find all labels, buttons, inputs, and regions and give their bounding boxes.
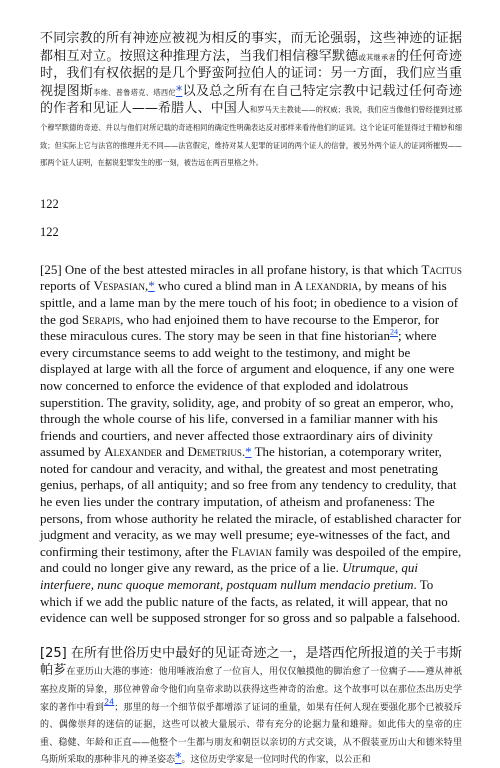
name-tacitus: Tacitus: [421, 261, 462, 277]
latin-quote: Utrumque, qui interfuere, nunc quoque memorant, postquam nullum mendacio pretium: [40, 560, 418, 593]
page-number: 122: [40, 196, 59, 211]
text-run: 的任何奇迹时，我们有权依据的是几个野蛮阿拉伯人的证词：另一方面，我们应当重视提图斯: [40, 48, 462, 99]
page: [0, 30, 500, 767]
name-demetrius: Demetrius: [187, 444, 242, 460]
text-run-small: 和罗马天主教徒: [249, 105, 302, 115]
name-flavian: Flavian: [231, 543, 272, 559]
text-run-small: 或其继承者: [358, 52, 396, 62]
name-serapis: Serapis: [81, 311, 121, 327]
text-run-small: 他用唾液治愈了一位盲人，用仅仅触摸他的脚治愈了一位瘸子——遵从神祇塞拉皮斯的异象，那位神曾命令他们向皇帝求助以获得这些神奇的治愈。这个故事可以在那位杰出历史学家的著作中看到: [40, 667, 462, 713]
chinese-translation-paragraph-2: [40, 645, 462, 768]
footnote-link[interactable]: *: [148, 278, 155, 294]
text-run-small: 。这位历史学家是一位同时代的作家，以公正和: [181, 755, 371, 766]
text-run-small: 李维、普鲁塔克、塔西佗: [93, 87, 176, 97]
text-run: The historian, a cotemporary writer, noted for candour and veracity, and withal, the greatest and most penetrating genius, perhaps, of all antiquity; and so free from any tendency to credulity, that he even lies under the contrary imputation, of atheism and profaneness: The persons, from whose authority he related the miracle, of established character for judgment and veracity, as we may well presume; eye-witnesses of the fact, and confirming their testimony, after the: [40, 444, 462, 559]
name-vespasian: Vespasian: [93, 278, 146, 294]
footnote-link[interactable]: *: [175, 83, 183, 99]
page-number: 122: [40, 224, 59, 239]
text-run: , who had enjoined them to have recourse to the Emperor, for these miraculous cures. The story may be seen in that fine historian: [40, 311, 440, 344]
chinese-translation-paragraph: [40, 30, 462, 171]
text-run: 不同宗教的所有神迹应被视为相反的事实，而无论强弱，这些神迹的证据都相互对立。按照这种推理方法，当我们相信穆罕默德: [40, 31, 462, 64]
name-alexandria: A lexandria: [293, 278, 359, 294]
footnote-link[interactable]: *: [175, 751, 182, 767]
text-run-small: ——的权威；我说，我们应当像他们曾经提到过那个穆罕默德的奇迹、并以与他们对所记载的奇迹相同的确定性明确表达反对那样来看待他们的证词。这个论证可能显得过于精妙和细致；但实际上它与法官的推理并无不同——法官假定，维持对某人犯罪的证词的两个证人的信誉，被另外两个证人的证词所摧毁——那两个证人证明，在据说犯罪发生的那一刻，被告远在两百里格之外。: [40, 105, 462, 168]
text-run: and: [162, 444, 188, 460]
footnote-24-link[interactable]: 24: [389, 327, 398, 337]
footnote-24-link[interactable]: 24: [104, 697, 115, 707]
text-run: [25] 在所有世俗历史中最好的见证奇迹之一，是塔西佗所报道的关于韦斯帕芗: [40, 645, 462, 679]
text-run: reports of: [40, 278, 94, 294]
footnote-link[interactable]: *: [245, 444, 252, 460]
text-run: ; where every circumstance seems to add weight to the testimony, and might be displayed at large with all the force of argument and eloquence, if any one were now concerned to enforce the evidence of that exploded and idolatrous superstition. The gravity, solidity, age, and probity of so great an emperor, who, through the whole course of his life, conversed in a familiar manner with his friends and courtiers, and never affected those extraordinary airs of divinity assumed by: [40, 328, 455, 460]
text-run: 以及总之所有在自己特定宗教中记载过任何奇迹的作者和见证人——希腊人、中国人: [40, 83, 462, 117]
name-alexander: Alexander: [104, 444, 163, 460]
text-run: who cured a blind man in: [154, 278, 294, 294]
text-run: , by means of his spittle, and a lame man by the mere touch of his foot; in obedience to a vision of the god: [40, 278, 459, 327]
text-run: family was despoiled of the empire, and could no longer give any reward, as the price of a lie.: [40, 543, 462, 576]
text-run: [25] One of the best attested miracles in all profane history, is that which: [40, 261, 422, 277]
text-run-small: 在亚历山大港: [66, 667, 122, 678]
text-run-small: ；那里的每一个细节似乎都增添了证词的重量，如果有任何人现在要强化那个已被驳斥的、偶像崇拜的迷信的证据，这些可以被大量展示、带有充分的论据力量和雄辩。如此伟大的皇帝的庄重、稳健、年龄和正直——他整个一生都与朋友和朝臣以亲切的方式交谈，从不假装亚历山大和德米特里乌斯所采取的那种非凡的神圣姿态: [40, 702, 462, 766]
text-run-small: 的事迹：: [121, 667, 159, 678]
text-run: . To which if we add the public nature of the facts, as related, it will appear, that no evidence can well be supposed stronger for so gross and so palpable a falsehood.: [40, 577, 461, 626]
english-paragraph: [25] One of the best attested miracles in all profane history, is that which Tacitus reports of Vespasian,* who cured a blind man in A lexandria, by means of his spittle, and a lame man by the mere touch of his foot; in obedience to a vision of the god Serapis, who had enjoined them to have recourse to the Emperor, for these miraculous cures. The story may be seen in that fine historian$^{24}$; where every circumstance seems to add weight to the testimony, and might be displayed at large with all the force of argument and eloquence, if any one were now concerned to enforce the evidence of that exploded and idolatrous superstition. The gravity, solidity, age, and probity of so great an emperor, who, through the whole course of his life, conversed in a familiar manner with his friends and courtiers, and never affected those extraordinary airs of divinity assumed by Alexander and Demetrius.* The historian, a cotemporary writer, noted for candour and veracity, and withal, the greatest and most penetrating genius, perhaps, of all antiquity; and so free from any tendency to credulity, that he even lies under the contrary imputation, of atheism and profaneness: The persons, from whose authority he related the miracle, of established character for judgment and veracity, as we may well presume; eye-witnesses of the fact, and confirming their testimony, after the Flavian family was despoiled of the empire, and could no longer give any reward, as the price of a lie. Utrumque, qui interfuere, nunc quoque memorant, postquam nullum mendacio pretium. To which if we add the public nature of the facts, as related, it will appear, that no evidence can well be supposed stronger for so gross and so palpable a falsehood.: [40, 261, 462, 626]
